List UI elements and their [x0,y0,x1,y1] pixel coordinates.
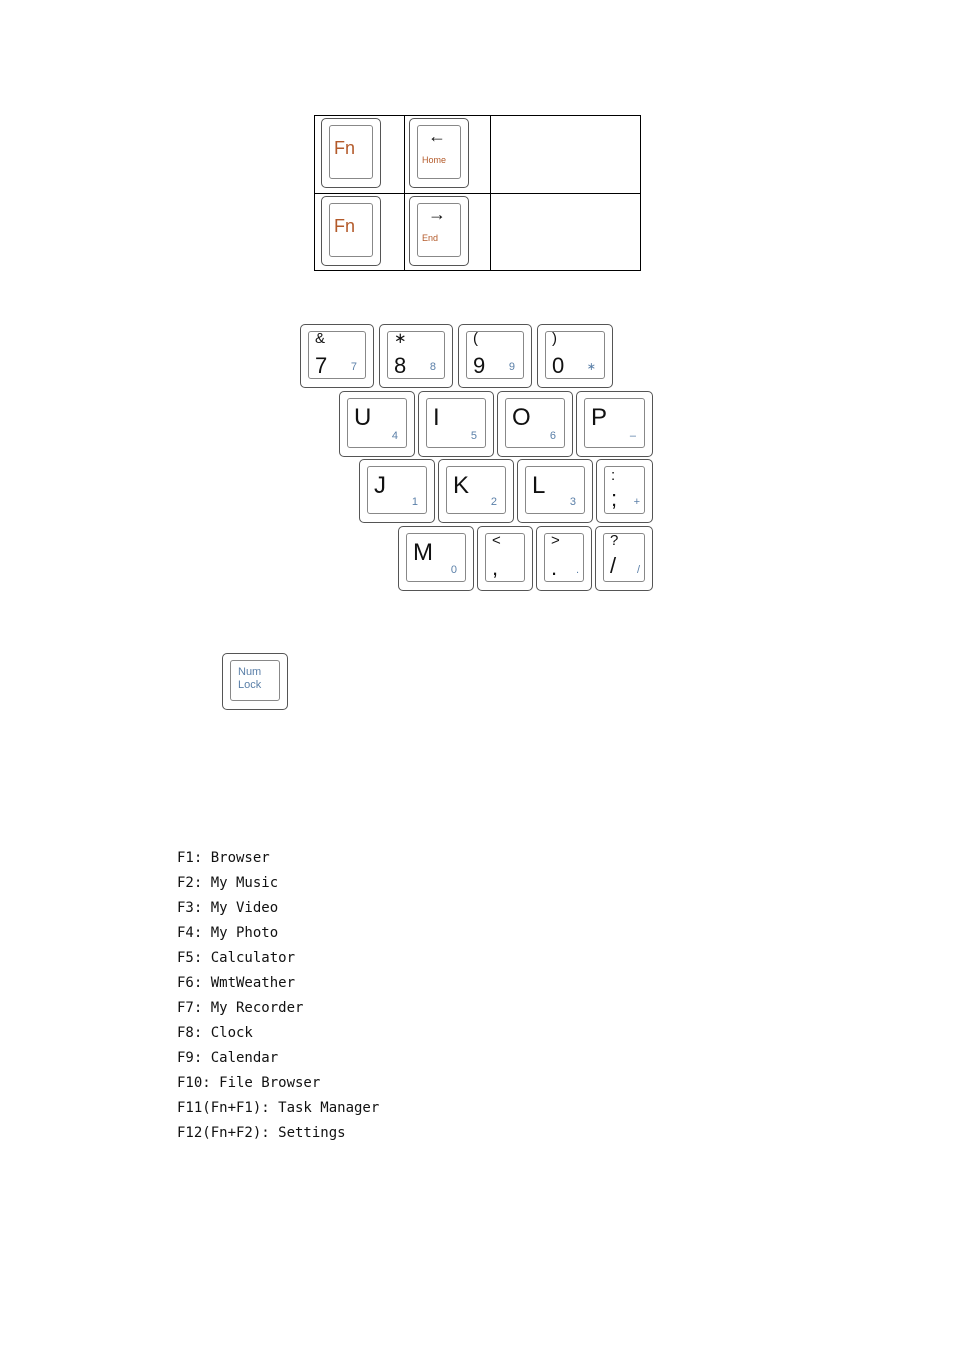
list-item: F3: My Video [177,900,279,916]
key-numpad-label: 5 [470,430,477,442]
fn-key-label: Fn [334,138,356,158]
key-main-label: J [374,472,386,499]
key-main-label: L [532,472,546,499]
list-item: F6: WmtWeather [177,975,296,991]
key-o [497,391,573,457]
key-numpad-label: 0 [450,564,457,576]
key-numpad-label: 1 [411,496,418,508]
key-main-label: 8 [394,353,407,378]
key-period [536,526,592,591]
key-semicolon [596,459,653,523]
key-numpad-label: 8 [429,361,436,373]
key-top-symbol: < [492,532,501,549]
key-main-label: 9 [473,353,486,378]
key-u [339,391,415,457]
key-i [418,391,494,457]
home-key-label: Home [422,155,447,165]
key-0 [537,324,613,388]
list-item: F5: Calculator [177,950,296,966]
key-top-symbol: ) [552,330,557,347]
key-main-label: I [433,404,440,431]
end-key-label: End [422,233,439,243]
fn-key-label: Fn [334,216,356,236]
key-main-label: K [453,472,470,499]
list-item: F9: Calendar [177,1050,279,1066]
list-item: F1: Browser [177,850,270,866]
key-numpad-label: / [636,564,640,576]
key-main-label: 7 [315,353,328,378]
key-numpad-label: 4 [391,430,398,442]
key-main-label: , [492,555,499,580]
key-numpad-label: – [629,430,636,442]
num-lock-label-line2: Lock [238,679,262,692]
key-numpad-label: 6 [549,430,556,442]
key-main-label: ; [611,486,618,511]
num-lock-key [222,653,288,710]
num-lock-label-line1: Num [238,666,262,678]
key-main-label: U [354,404,372,431]
list-item: F7: My Recorder [177,1000,304,1016]
key-main-label: M [413,539,433,566]
key-comma [477,526,533,591]
list-item: F2: My Music [177,875,279,891]
key-main-label: P [591,404,608,431]
key-top-symbol: & [315,330,326,347]
key-numpad-label: 9 [508,361,515,373]
key-m [398,526,474,591]
key-numpad-label: 7 [350,361,357,373]
key-numpad-label: 3 [569,496,576,508]
key-top-symbol: : [611,467,616,484]
key-main-label: / [610,553,617,578]
key-top-symbol: ∗ [394,330,407,347]
key-numpad-label: . [575,564,579,576]
list-item: F4: My Photo [177,925,279,941]
key-top-symbol: > [551,532,560,549]
key-main-label: . [551,555,558,580]
key-main-label: 0 [552,353,565,378]
key-7 [300,324,374,388]
key-k [438,459,514,523]
key-slash [595,526,653,591]
list-item: F8: Clock [177,1025,253,1041]
key-l [517,459,593,523]
key-numpad-label: ∗ [586,361,596,373]
key-top-symbol: ? [610,532,619,549]
list-item: F10: File Browser [177,1075,321,1091]
key-9 [458,324,532,388]
list-item: F12(Fn+F2): Settings [177,1125,346,1141]
key-j [359,459,435,523]
key-8 [379,324,453,388]
function-key-list [177,846,379,1146]
key-top-symbol: ( [473,330,478,347]
embedded-keypad-diagram [0,0,954,620]
right-arrow-icon: → [428,204,446,224]
list-item: F11(Fn+F1): Task Manager [177,1100,380,1116]
key-numpad-label: + [633,496,640,508]
key-numpad-label: 2 [490,496,497,508]
key-main-label: O [512,404,531,431]
key-p [576,391,653,457]
left-arrow-icon: ← [428,126,446,146]
